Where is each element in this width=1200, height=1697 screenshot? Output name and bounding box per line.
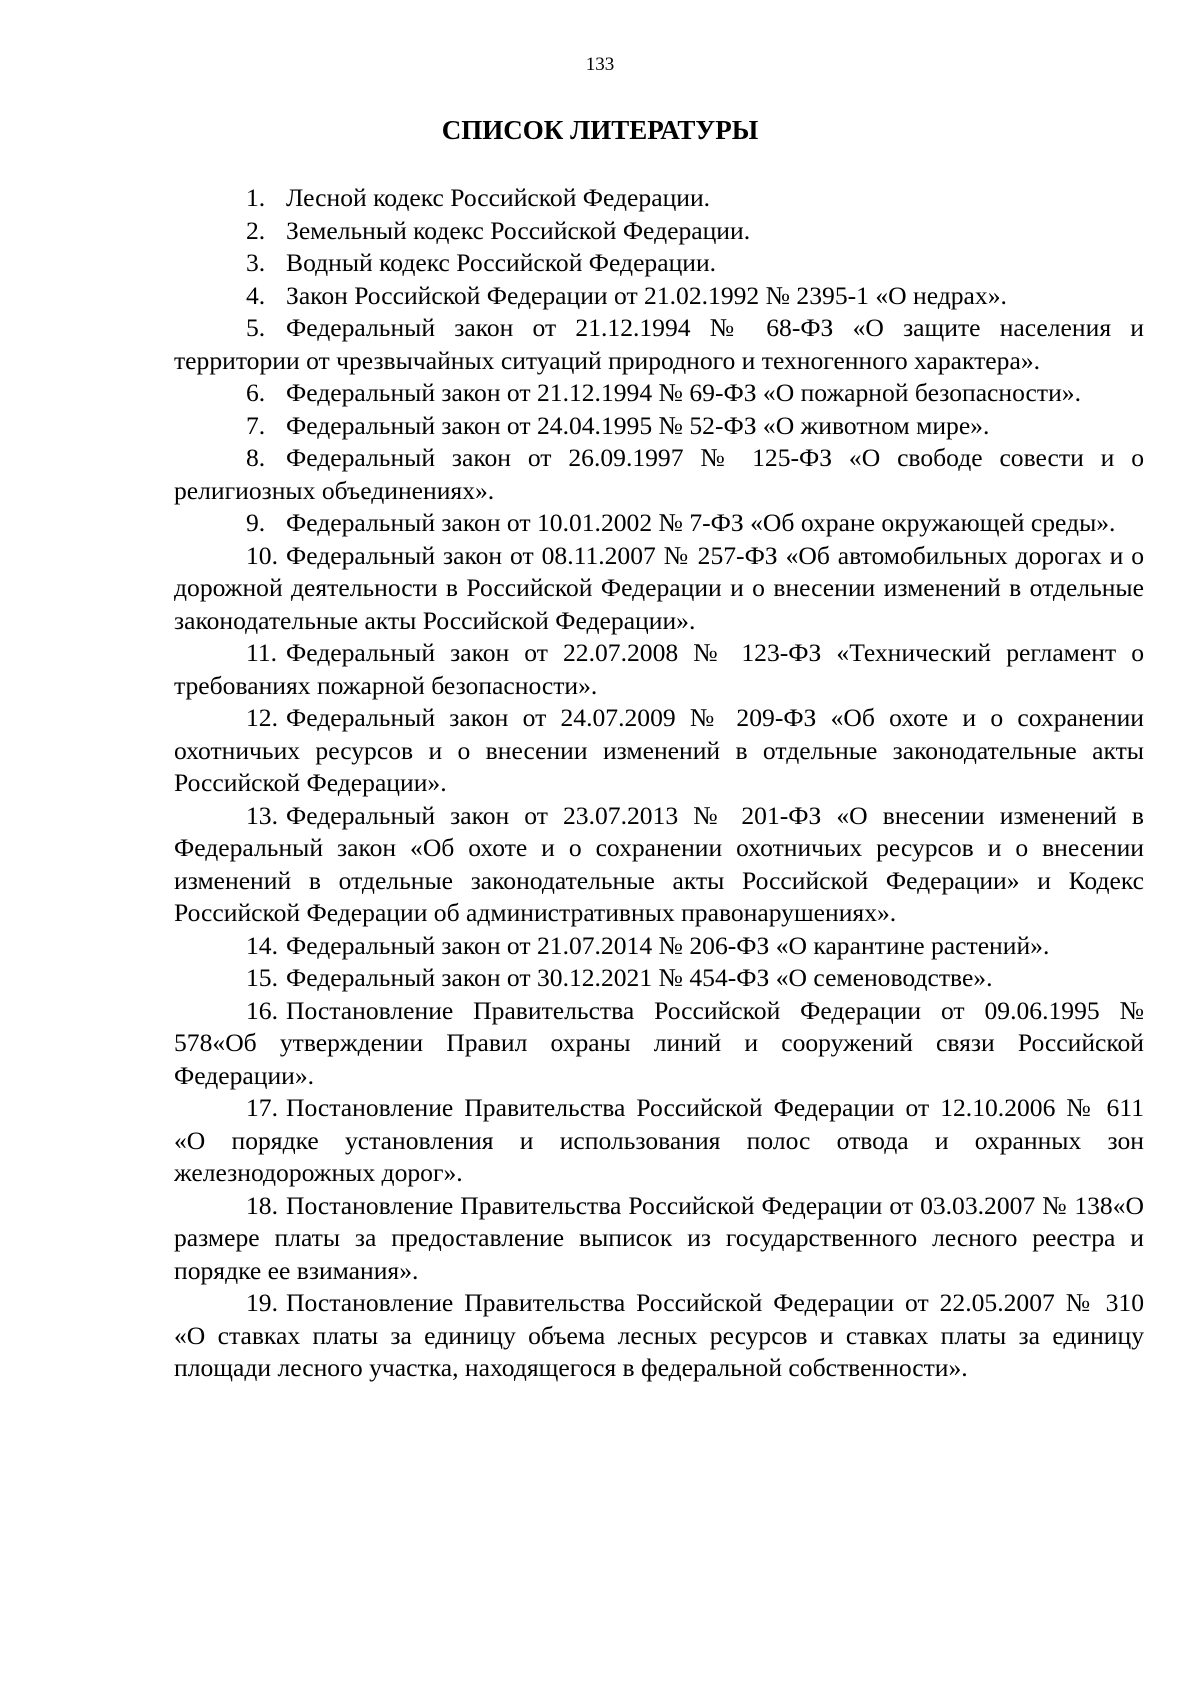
reference-item [174, 442, 1144, 507]
reference-number: 6. [246, 378, 266, 407]
reference-number: 5. [246, 313, 266, 342]
reference-text: Федеральный закон от 24.04.1995 № 52-ФЗ «О животном мире». [286, 410, 990, 440]
reference-number: 11. [246, 638, 278, 667]
reference-text: Федеральный закон от 21.07.2014 № 206-ФЗ «О карантине растений». [286, 930, 1050, 960]
reference-text: Федеральный закон от 24.07.2009 № 209-ФЗ «Об охоте и о сохранении охотничьих ресурсов и о внесении изменений в отдельные законодательные акты Российской Федерации». [174, 703, 1144, 797]
reference-item [174, 377, 1144, 410]
reference-number: 9. [246, 508, 266, 537]
reference-number: 4. [246, 280, 266, 310]
reference-number: 1. [246, 183, 266, 212]
reference-number: 12. [246, 703, 278, 732]
reference-text: Федеральный закон от 21.12.1994 № 69-ФЗ «О пожарной безопасности». [286, 378, 1081, 407]
reference-item [174, 995, 1144, 1093]
reference-item [174, 1287, 1144, 1385]
reference-item [174, 540, 1144, 638]
reference-item [174, 280, 1144, 313]
reference-item [174, 800, 1144, 930]
reference-number: 3. [246, 248, 266, 277]
reference-item [174, 182, 1144, 215]
reference-text: Лесной кодекс Российской Федерации. [286, 183, 711, 212]
page-number: 133 [585, 54, 615, 75]
reference-text: Постановление Правительства Российской Федерации от 09.06.1995 № 578«Об утверждении Правил охраны линий и сооружений связи Российской Федерации». [174, 995, 1144, 1090]
reference-text: Закон Российской Федерации от 21.02.1992 № 2395-1 «О недрах». [286, 280, 1007, 310]
reference-item [174, 1092, 1144, 1190]
reference-item [174, 215, 1144, 248]
reference-number: 14. [246, 930, 278, 960]
reference-item [174, 930, 1144, 963]
reference-item [174, 962, 1144, 995]
reference-text: Федеральный закон от 10.01.2002 № 7-ФЗ «Об охране окружающей среды». [286, 508, 1116, 537]
reference-list [174, 182, 1144, 1385]
reference-item [174, 312, 1144, 377]
reference-text: Федеральный закон от 30.12.2021 № 454-ФЗ «О семеноводстве». [286, 963, 993, 992]
reference-text: Федеральный закон от 22.07.2008 № 123-ФЗ «Технический регламент о требованиях пожарной безопасности». [174, 638, 1144, 700]
reference-text: Постановление Правительства Российской Федерации от 03.03.2007 № 138«О размере платы за предоставление выписок из государственного лесного реестра и порядке ее взимания». [174, 1190, 1144, 1285]
reference-number: 17. [246, 1093, 278, 1122]
reference-item [174, 637, 1144, 702]
reference-text: Постановление Правительства Российской Федерации от 22.05.2007 № 310 «О ставках платы за единицу объема лесных ресурсов и ставках платы за единицу площади лесного участка, находящегося в федеральной собственности». [174, 1288, 1144, 1382]
reference-number: 16. [246, 995, 278, 1025]
reference-number: 18. [246, 1190, 278, 1220]
reference-number: 2. [246, 215, 266, 245]
reference-number: 13. [246, 800, 278, 830]
reference-item [174, 507, 1144, 540]
reference-number: 10. [246, 540, 278, 570]
reference-number: 7. [246, 410, 266, 440]
reference-item [174, 410, 1144, 443]
reference-text: Федеральный закон от 21.12.1994 № 68-ФЗ «О защите населения и территории от чрезвычайных ситуаций природного и техногенного характера». [174, 313, 1144, 375]
reference-item [174, 247, 1144, 280]
reference-number: 8. [246, 443, 266, 472]
reference-text: Федеральный закон от 23.07.2013 № 201-ФЗ «О внесении изменений в Федеральный закон «Об охоте и о сохранении охотничьих ресурсов и о внесении изменений в отдельные законодательные акты Российской Федерации» и Кодекс Российской Федерации об административных правонарушениях». [174, 800, 1144, 927]
reference-text: Водный кодекс Российской Федерации. [286, 248, 717, 277]
reference-item [174, 702, 1144, 800]
reference-number: 15. [246, 963, 278, 992]
page-title: СПИСОК ЛИТЕРАТУРЫ [441, 115, 759, 145]
reference-text: Федеральный закон от 26.09.1997 № 125-ФЗ «О свободе совести и о религиозных объединениях». [174, 443, 1144, 505]
reference-item [174, 1190, 1144, 1288]
reference-text: Постановление Правительства Российской Федерации от 12.10.2006 № 611 «О порядке установления и использования полос отвода и охранных зон железнодорожных дорог». [174, 1093, 1144, 1187]
reference-text: Земельный кодекс Российской Федерации. [286, 215, 751, 245]
reference-number: 19. [246, 1288, 278, 1317]
reference-text: Федеральный закон от 08.11.2007 № 257-ФЗ «Об автомобильных дорогах и о дорожной деятельности в Российской Федерации и о внесении изменений в отдельные законодательные акты Российской Федерации». [174, 540, 1144, 635]
